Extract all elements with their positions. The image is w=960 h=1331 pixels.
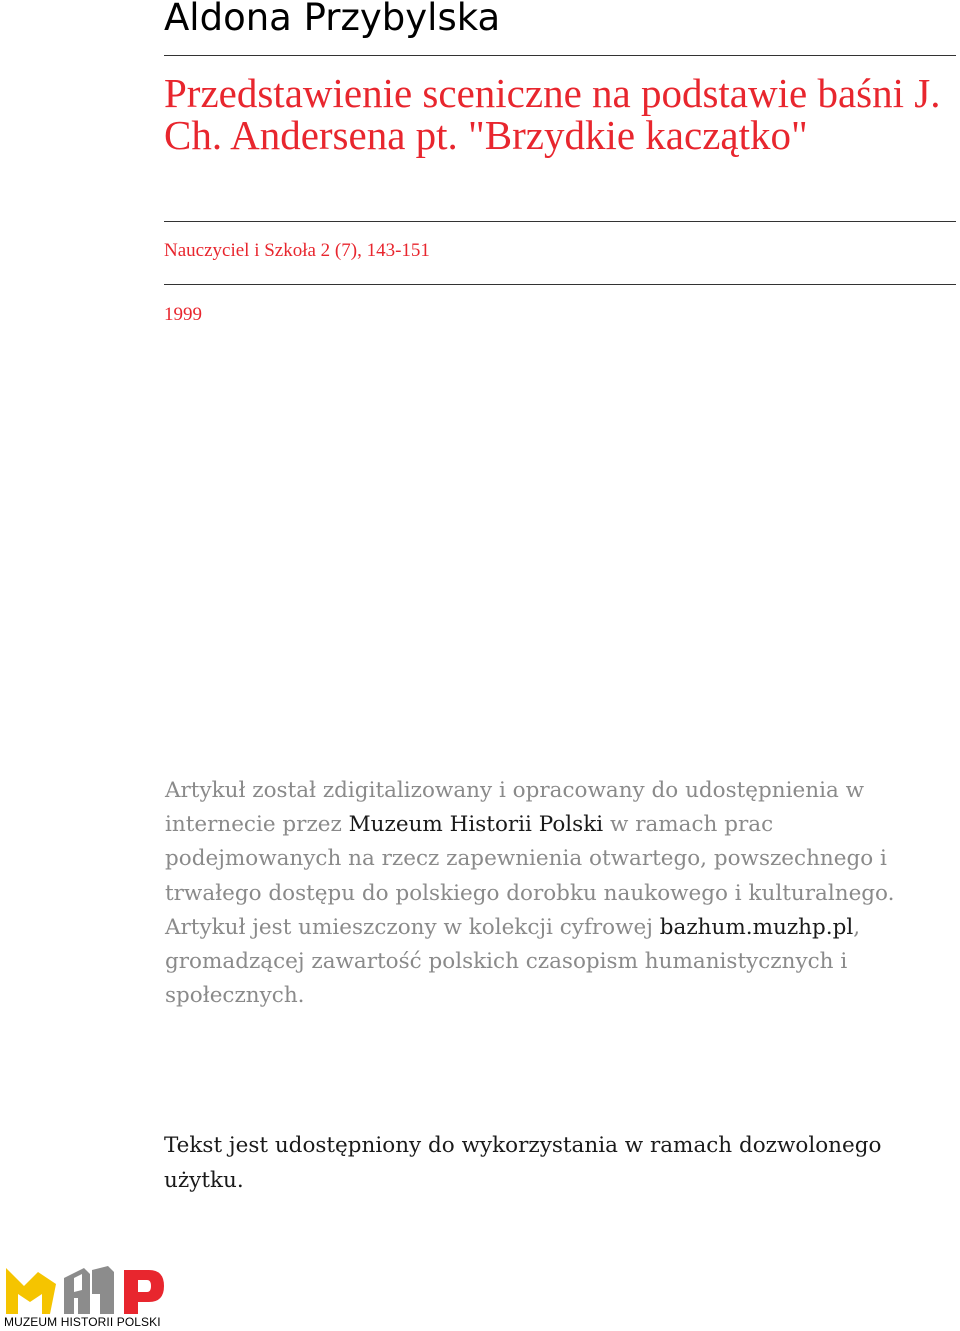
logo-red-p — [124, 1270, 164, 1314]
article-source: Nauczyciel i Szkoła 2 (7), 143-151 — [164, 240, 430, 261]
notice-text: Artykuł został zdigitalizowany i opracowany do udostępnienia w internecie przez — [165, 778, 865, 838]
author-name: Aldona Przybylska — [164, 0, 501, 39]
digitization-notice — [165, 774, 955, 1013]
divider-source — [164, 284, 956, 285]
site-link[interactable]: bazhum.muzhp.pl — [659, 914, 854, 940]
logo-gray-h-right — [92, 1266, 114, 1314]
divider-title — [164, 221, 956, 222]
museum-name: Muzeum Historii Polski — [348, 812, 604, 838]
usage-notice: Tekst jest udostępniony do wykorzystania w ramach dozwolonego użytku. — [164, 1133, 882, 1193]
divider-top — [164, 55, 956, 56]
article-year: 1999 — [164, 304, 202, 325]
notice-text: w ramach prac podejmowanych na rzecz zapewnienia otwartego, powszechnego i trwałego dostępu do polskiego dorobku naukowego i kulturalnego. Artykuł jest umieszczony w kolekcji cyfrowej — [165, 812, 895, 940]
logo-caption: MUZEUM HISTORII POLSKI — [4, 1315, 161, 1329]
notice-text: , gromadzącej zawartość polskich czasopism humanistycznych i społecznych. — [165, 914, 861, 1009]
article-title: Przedstawienie sceniczne na podstawie baśni J. Ch. Andersena pt. "Brzydkie kaczątko" — [164, 70, 941, 158]
